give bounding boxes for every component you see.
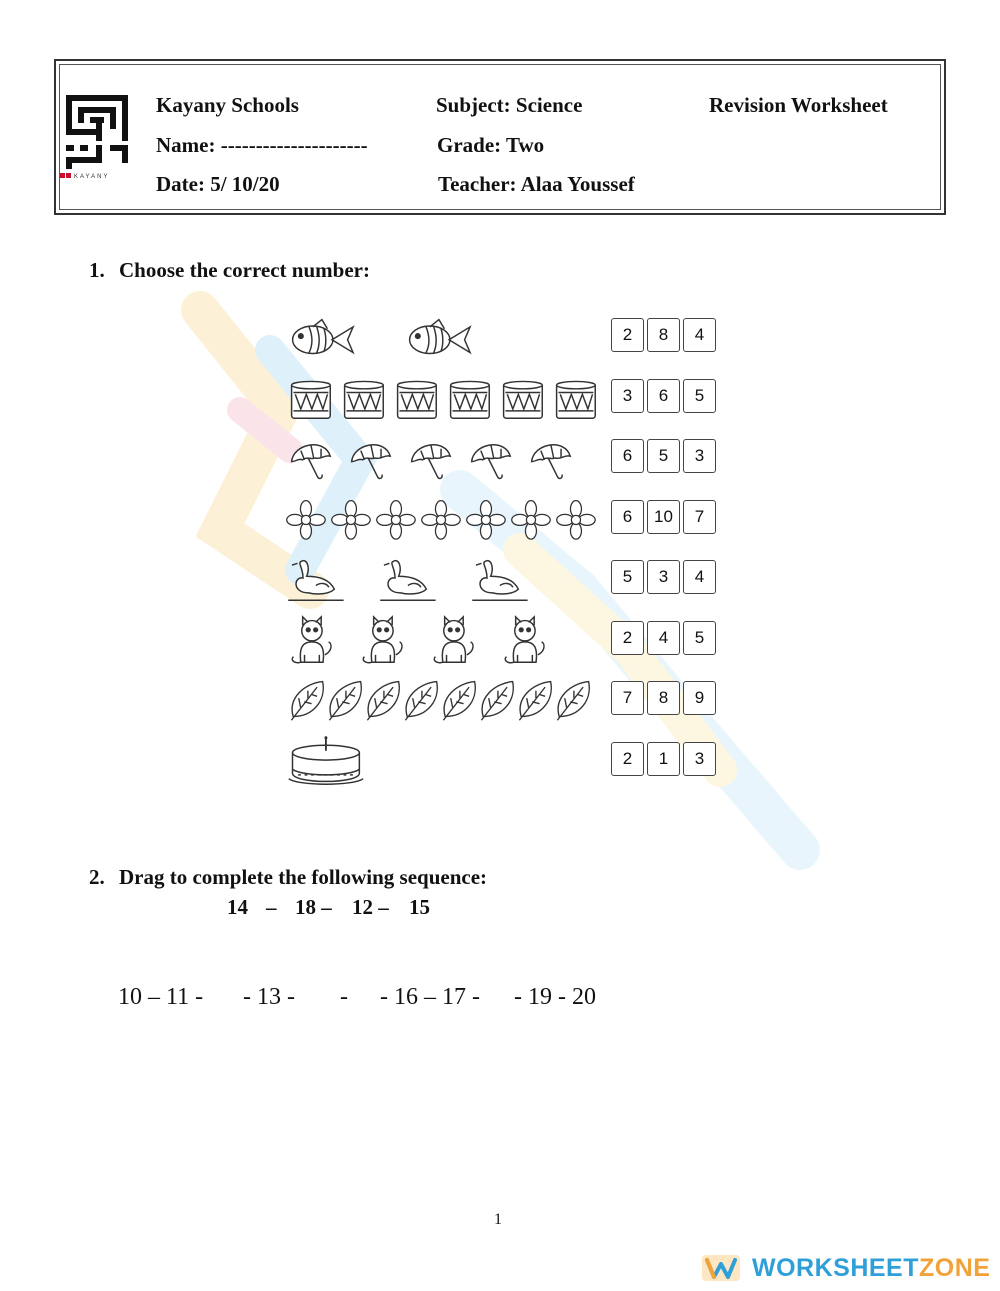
drum-icon xyxy=(285,375,335,421)
svg-text:KAYANY: KAYANY xyxy=(74,174,110,180)
answer-options xyxy=(611,621,719,655)
subject-label: Subject: Science xyxy=(436,93,583,117)
answer-options xyxy=(611,500,719,534)
flower-icon xyxy=(510,497,551,541)
worksheet-header xyxy=(54,59,946,215)
umbrella-icon xyxy=(345,435,395,481)
name-field: Name: --------------------- xyxy=(156,133,368,157)
worksheet-type: Revision Worksheet xyxy=(709,93,888,117)
answer-options xyxy=(611,560,719,594)
drum-icon xyxy=(497,375,547,421)
drag-choice[interactable]: 18 – xyxy=(295,895,332,919)
answer-option-box[interactable]: 3 xyxy=(683,439,716,473)
answer-option-box[interactable]: 6 xyxy=(647,379,680,413)
answer-option-box[interactable]: 2 xyxy=(611,621,644,655)
flower-icon xyxy=(465,497,506,541)
answer-option-box[interactable]: 10 xyxy=(647,500,680,534)
drum-icon xyxy=(444,375,494,421)
sequence-segment: - xyxy=(340,984,348,1010)
question-2-heading xyxy=(89,865,487,890)
answer-option-box[interactable]: 9 xyxy=(683,681,716,715)
sequence-segment: 10 – 11 - xyxy=(118,984,204,1010)
flower-icon xyxy=(285,497,326,541)
answer-option-box[interactable]: 4 xyxy=(683,560,716,594)
counting-row xyxy=(285,675,725,725)
answer-option-box[interactable]: 5 xyxy=(647,439,680,473)
question-2-number: 2. xyxy=(89,865,105,889)
cat-icon xyxy=(427,615,479,665)
sequence-segment: - 16 – 17 - xyxy=(380,984,480,1010)
answer-option-box[interactable]: 2 xyxy=(611,742,644,776)
umbrella-icon xyxy=(525,435,575,481)
question-2-text: Drag to complete the following sequence: xyxy=(119,865,488,889)
drum-icon xyxy=(391,375,441,421)
answer-options xyxy=(611,318,719,352)
answer-option-box[interactable]: 8 xyxy=(647,318,680,352)
answer-option-box[interactable]: 3 xyxy=(647,560,680,594)
answer-options xyxy=(611,742,719,776)
answer-option-box[interactable]: 5 xyxy=(611,560,644,594)
date-label: Date: 5/ 10/20 xyxy=(156,172,280,196)
sequence-segment: - 19 - 20 xyxy=(514,984,596,1010)
fish-icon xyxy=(402,315,474,359)
drag-choice[interactable]: 12 – xyxy=(352,895,389,919)
answer-option-box[interactable]: 4 xyxy=(647,621,680,655)
grade-label: Grade: Two xyxy=(437,133,545,157)
brand-name: WORKSHEETZONE xyxy=(752,1253,991,1282)
answer-option-box[interactable]: 6 xyxy=(611,500,644,534)
counting-row xyxy=(285,736,725,786)
swan-icon xyxy=(377,555,437,603)
fish-icon xyxy=(285,315,357,359)
cat-icon xyxy=(356,615,408,665)
umbrella-icon xyxy=(465,435,515,481)
sequence-segment: - 13 - xyxy=(243,984,295,1010)
flower-icon xyxy=(420,497,461,541)
answer-option-box[interactable]: 7 xyxy=(611,681,644,715)
counting-row xyxy=(285,312,725,362)
answer-option-box[interactable]: 6 xyxy=(611,439,644,473)
drag-choice[interactable]: 15 xyxy=(409,895,430,919)
worksheetzone-logo-icon xyxy=(702,1253,742,1283)
counting-row xyxy=(285,433,725,483)
drag-choice[interactable]: 14 xyxy=(227,895,248,919)
cat-icon xyxy=(498,615,550,665)
page-number: 1 xyxy=(494,1211,502,1228)
drag-separator: – xyxy=(266,895,277,919)
answer-option-box[interactable]: 3 xyxy=(683,742,716,776)
flower-icon xyxy=(330,497,371,541)
question-1-text: Choose the correct number: xyxy=(119,258,370,282)
question-1-heading xyxy=(89,258,370,283)
leaf-icon xyxy=(551,677,595,723)
school-name: Kayany Schools xyxy=(156,93,299,117)
kayany-logo-icon xyxy=(60,93,132,185)
answer-options xyxy=(611,439,719,473)
answer-option-box[interactable]: 4 xyxy=(683,318,716,352)
answer-option-box[interactable]: 2 xyxy=(611,318,644,352)
swan-icon xyxy=(469,555,529,603)
drum-icon xyxy=(550,375,600,421)
answer-option-box[interactable]: 7 xyxy=(683,500,716,534)
drum-icon xyxy=(338,375,388,421)
teacher-label: Teacher: Alaa Youssef xyxy=(438,172,635,196)
flower-icon xyxy=(375,497,416,541)
counting-row xyxy=(285,373,725,423)
counting-row xyxy=(285,494,725,544)
swan-icon xyxy=(285,555,345,603)
counting-row xyxy=(285,615,725,665)
cake-icon xyxy=(285,735,365,787)
answer-option-box[interactable]: 3 xyxy=(611,379,644,413)
cat-icon xyxy=(285,615,337,665)
answer-option-box[interactable]: 8 xyxy=(647,681,680,715)
umbrella-icon xyxy=(285,435,335,481)
answer-option-box[interactable]: 5 xyxy=(683,621,716,655)
counting-row xyxy=(285,554,725,604)
question-1-number: 1. xyxy=(89,258,105,282)
answer-option-box[interactable]: 1 xyxy=(647,742,680,776)
umbrella-icon xyxy=(405,435,455,481)
answer-options xyxy=(611,379,719,413)
flower-icon xyxy=(555,497,596,541)
answer-option-box[interactable]: 5 xyxy=(683,379,716,413)
worksheetzone-brand xyxy=(702,1253,990,1283)
answer-options xyxy=(611,681,719,715)
